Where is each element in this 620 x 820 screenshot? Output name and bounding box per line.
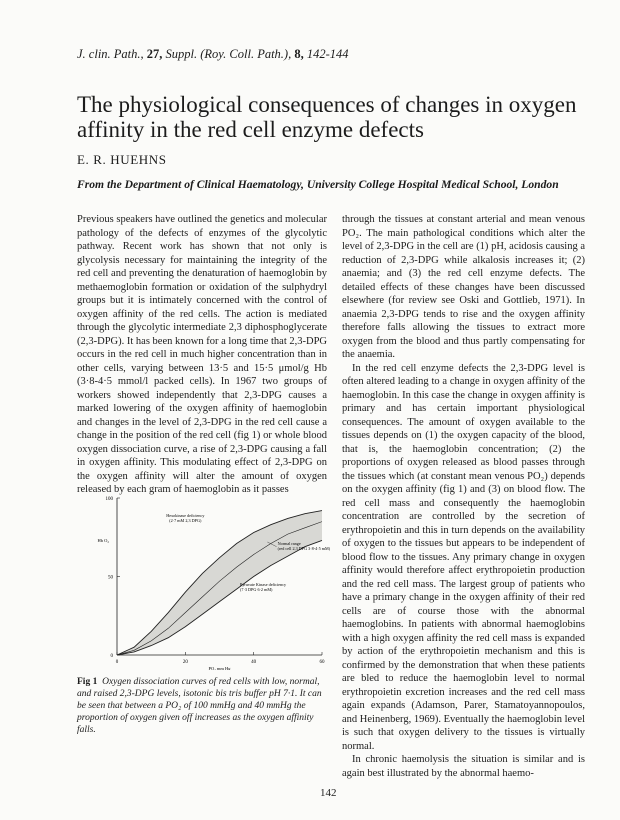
paragraph: In chronic haemolysis the situation is similar and is again best illustrated by the abnormal haemo- — [342, 754, 585, 779]
series-label: (red cell 2,3 DPG 3·8-4·5 mM) — [277, 546, 331, 552]
y-tick-label: 0 — [110, 654, 113, 659]
oxygen-dissociation-chart — [77, 490, 332, 670]
series-label: (7·3 DPG 6·2 mM) — [240, 586, 273, 592]
paragraph: In the red cell enzyme defects the 2,3-DPG level is often altered leading to a change in oxygen affinity of the haemoglobin. In this case the change in oxygen affinity is primary and has certain important physiological consequences. The amount of oxygen available to the tissues depends on (1) the oxygen capacity of the blood, that is, the haemoglobin concentration; (2) the proportions of oxygen released as blood passes through the tissues which (at constant mean venous PO₂) depends on the oxygen affinity (fig 1) and (3) on blood flow. The red cell mass and consequently the haemoglobin concentration are controlled by the secretion of erythropoietin and this in turn depends on the availability of oxygen to the tissues but appears to be independent of blood flow to the tissues. Any primary change in oxygen affinity would therefore affect erythropoietin production and the red cell mass. The largest group of patients who have a primary change in the oxygen affinity of their red cells are of course those with the abnormal haemoglobins. In patients with abnormal haemoglobins with a high oxygen affinity the red cell mass is expanded by action of the erythropoietin mechanism and this is confirmed by the demonstration that when these patients are bled to reduce the haemoglobin level to normal erythropoietin excretion increases and the red cell mass again expands (Adamson, Parer, Stamatoyannopoulos, and Heinenberg, 1969). Eventually the haemoglobin level is such that oxygen delivery to the tissues is virtually normal. — [342, 362, 585, 752]
right-column — [342, 213, 585, 780]
series-label: Pyruvate Kinase deficiency — [240, 581, 287, 587]
x-tick-label: 60 — [319, 660, 325, 665]
normal-range-band — [117, 511, 322, 655]
journal-pages: 142-144 — [303, 47, 349, 61]
y-tick-label: 50 — [108, 575, 113, 581]
journal-volume: 27, — [146, 47, 163, 61]
y-axis-label: Hb O₂ — [97, 537, 109, 543]
y-tick-label: 100 — [105, 497, 113, 502]
series-label: Normal range — [277, 541, 301, 547]
author-affiliation: From the Department of Clinical Haematology, University College Hospital Medical School, London — [77, 178, 559, 191]
paragraph: through the tissues at constant arterial and mean venous PO₂. The main pathological conditions which alter the level of 2,3-DPG in the cell are (1) pH, acidosis causing a reduction of 2,3-DPG while alkalosis increases it; (2) anaemia; and (3) the red cell enzyme defects. The detailed effects of these changes have been discussed elsewhere (for review see Oski and Gottlieb, 1971). In anaemia 2,3-DPG tends to rise and the oxygen affinity therefore falls allowing the tissues to extract more oxygen from the blood and thus partly compensating for the anaemia. — [342, 214, 585, 360]
x-tick-label: 40 — [251, 660, 257, 665]
figure-caption — [77, 676, 329, 736]
series-label: Hexokinase deficiency — [166, 512, 205, 518]
page-number: 142 — [320, 787, 337, 799]
paragraph: Previous speakers have outlined the genetics and molecular pathology of the defects of enzymes of the glycolytic pathway. Recent work has shown that not only is glycolysis necessary for maintaining the integrity of the red cell and preventing the denaturation of haemoglobin by methaemoglobin formation or oxidation of the sulphydryl groups but it is intimately concerned with the control of oxygen affinity of the red cells. The action is mediated through the glycolytic intermediate 2,3 diphosphoglycerate (2,3-DPG). It has been known for a long time that 2,3-DPG occurs in the red cell in much higher concentration than in other cells, varying between 13·5 and 15·5 μmol/g Hb (3·8-4·5 mmol/l packed cells). In 1967 two groups of workers showed independently that 2,3-DPG causes a marked lowering of the oxygen affinity of haemoglobin and changes in the level of 2,3-DPG in the red cell cause a change in the position of the red cell (fig 1) or whole blood oxygen dissociation curve, a rise of 2,3-DPG causing a fall in oxygen affinity. This modulating effect of 2,3-DPG on the oxygen affinity will alter the amount of oxygen released by each gram of haemoglobin as it passes — [77, 214, 327, 495]
left-column — [77, 213, 327, 497]
author-name: E. R. HUEHNS — [77, 152, 167, 167]
x-axis-label: PO₂ mm Hg — [208, 666, 231, 670]
series-label: (2·7 mM 2,3 DPG) — [169, 517, 202, 523]
article-title: The physiological consequences of changes in oxygen affinity in the red cell enzyme defects — [77, 92, 577, 142]
journal-reference — [77, 47, 349, 62]
caption-text: Oxygen dissociation curves of red cells with low, normal, and raised 2,3-DPG levels, isotonic bis tris buffer pH 7·1. It can be seen that between a PO₂ of 100 mmHg and 40 mmHg the proportion of oxygen given off increases as the oxygen affinity falls. — [77, 677, 322, 735]
journal-name: J. clin. Path., — [77, 47, 144, 61]
journal-issue: 8, — [294, 47, 304, 61]
x-tick-label: 20 — [182, 660, 188, 665]
x-tick-label: 0 — [115, 660, 119, 665]
journal-supplement: Suppl. (Roy. Coll. Path.), — [162, 47, 295, 61]
figure-label: Fig 1 — [77, 677, 98, 687]
